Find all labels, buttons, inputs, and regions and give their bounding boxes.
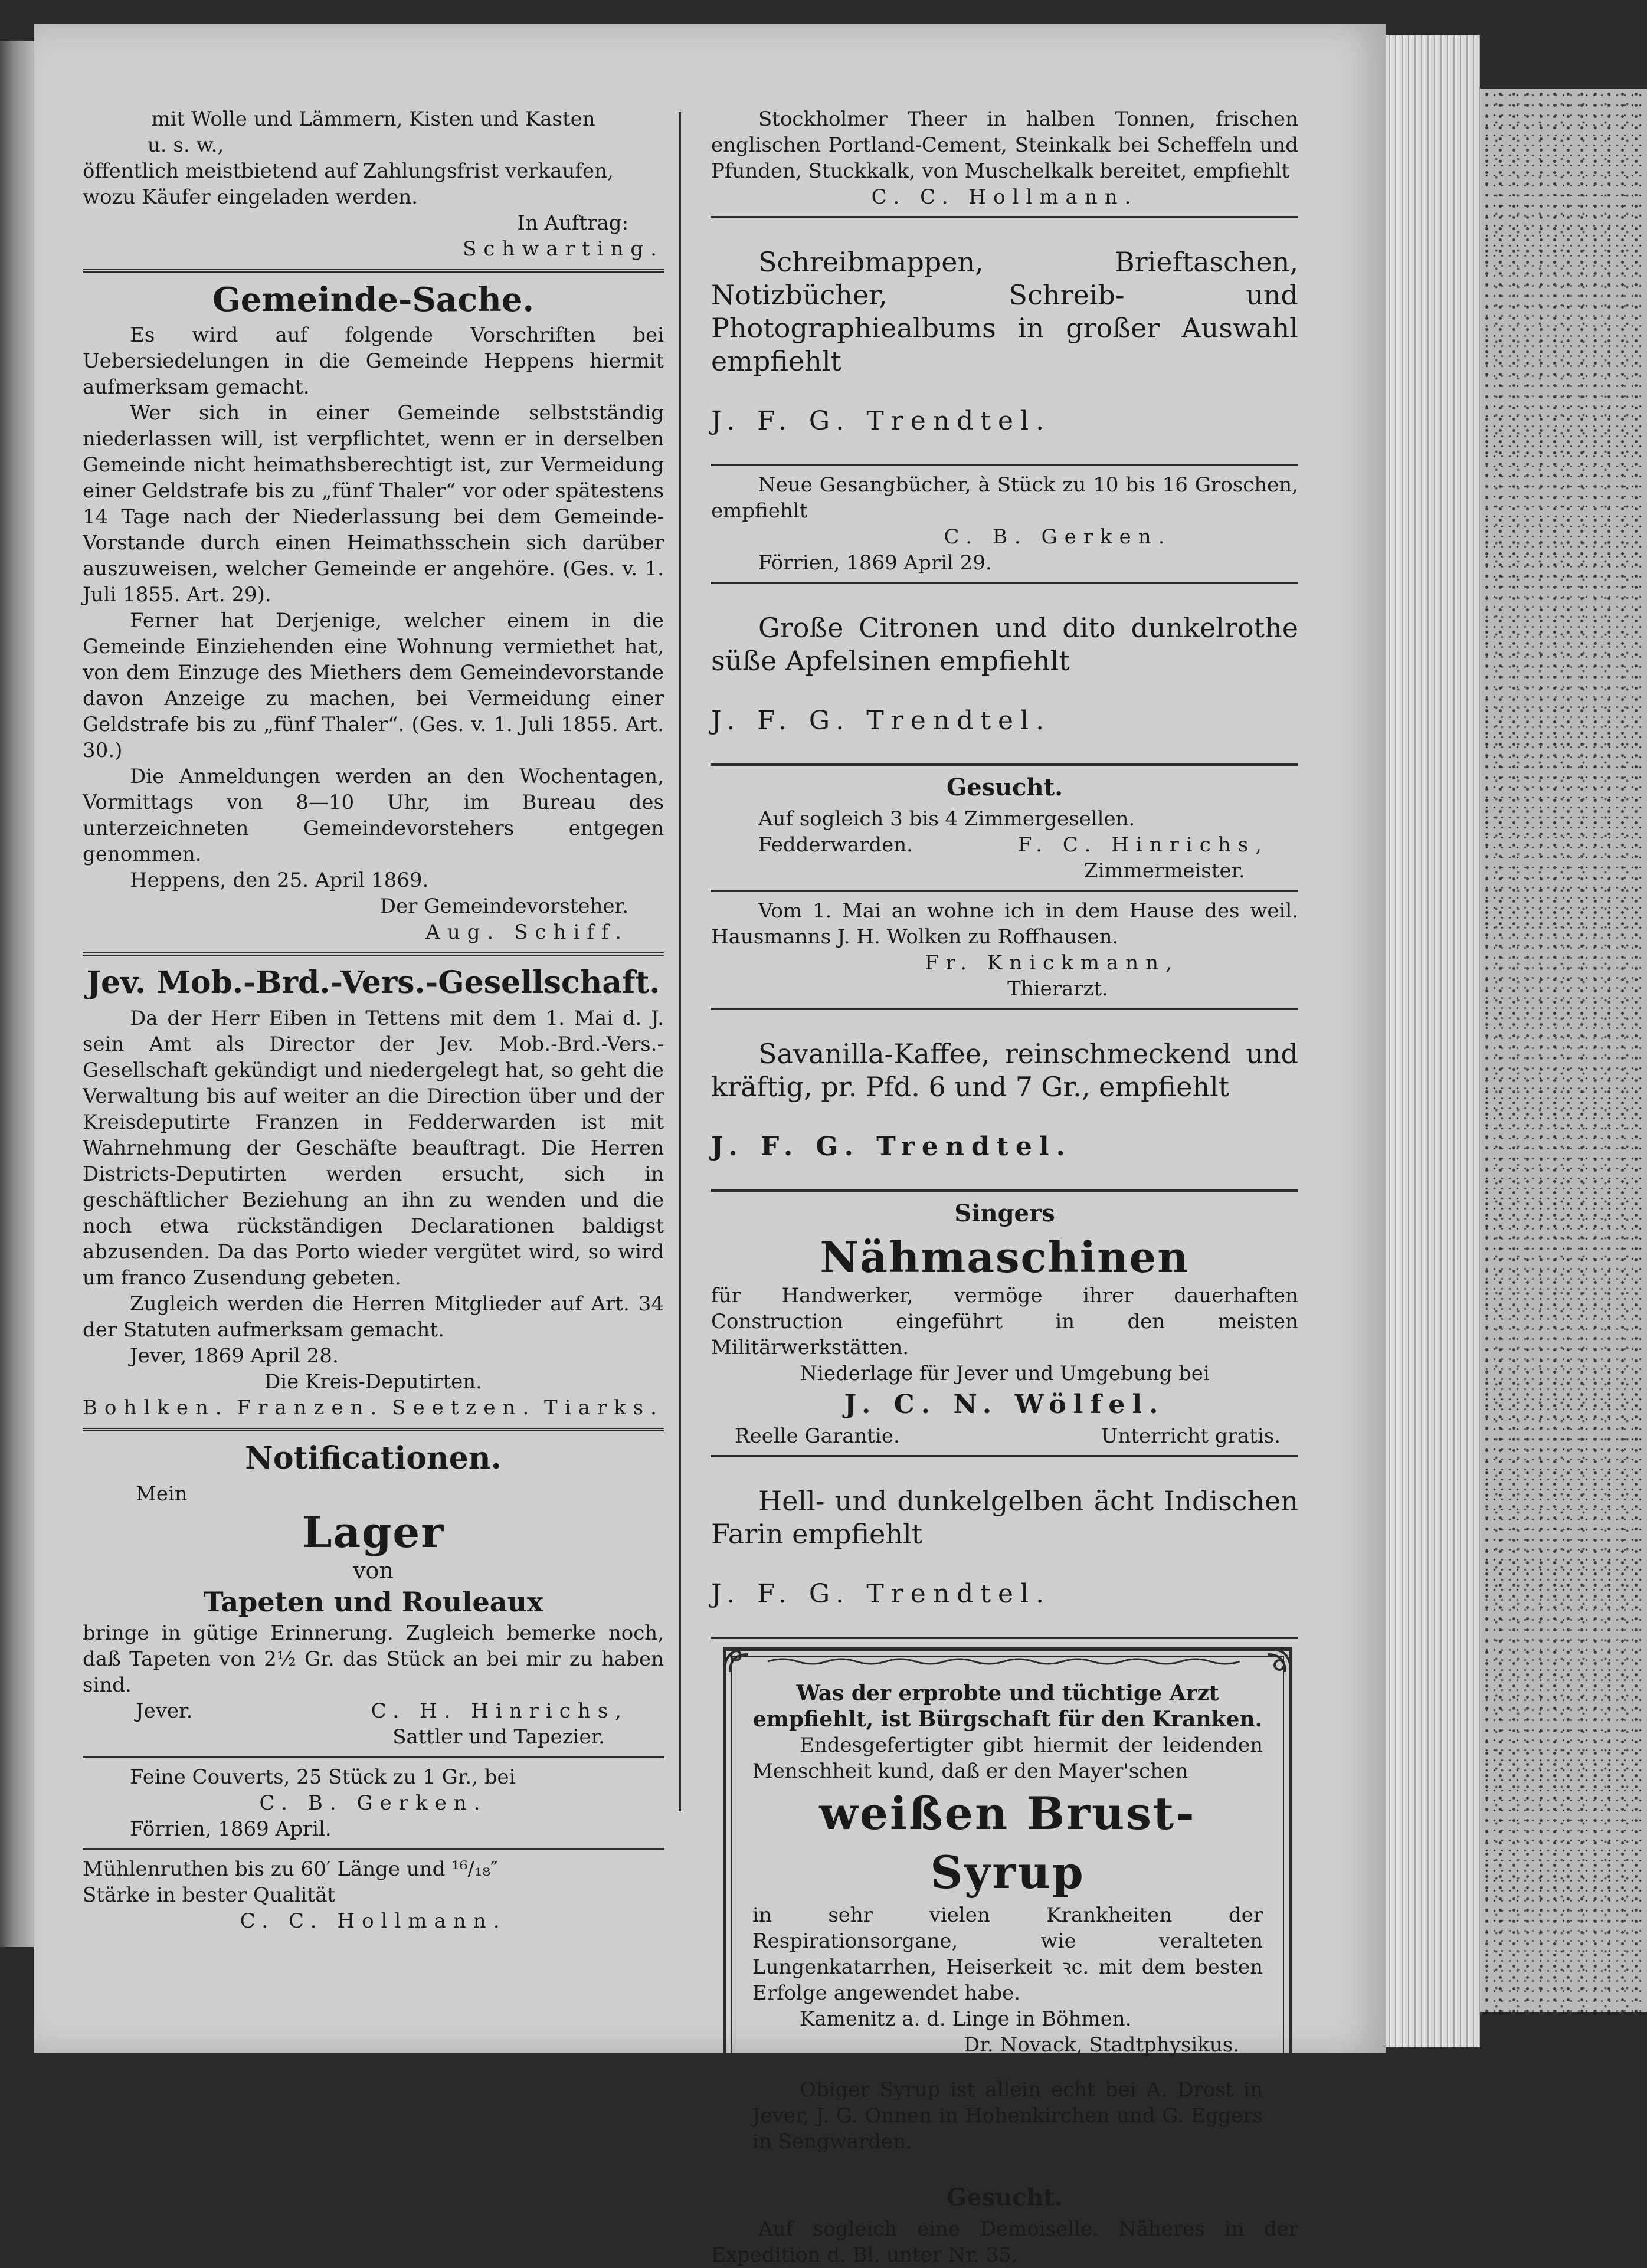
inner-rule [752, 2066, 1263, 2069]
ornament-border-bottom [768, 2157, 1240, 2167]
ad-title-large: Nähmaschinen [820, 1232, 1190, 1282]
place: Kamenitz a. d. Linge in Böhmen. [800, 2007, 1132, 2031]
paragraph: Hell- und dunkelgelben ächt Indischen Farin empfiehlt [711, 1485, 1298, 1550]
signer-title: Zimmermeister. [1083, 859, 1245, 883]
signer: J. F. G. Trendtel. [711, 406, 1052, 436]
section-rule [83, 1756, 664, 1758]
section-rule [83, 1428, 664, 1431]
signer: J. F. G. Trendtel. [711, 1579, 1052, 1609]
section-rule [83, 952, 664, 956]
text-line: Stärke in bester Qualität [83, 1883, 336, 1907]
brust-syrup-framed-ad [723, 1647, 1292, 2176]
section-rule [711, 216, 1298, 218]
signer: C. B. Gerken. [944, 525, 1172, 549]
corner-ornament-icon [718, 1643, 759, 1684]
ad-title-large: Lager [302, 1507, 445, 1557]
corner-ornament-icon [718, 2139, 759, 2181]
left-column [83, 106, 664, 1934]
gesucht-zimmergesellen [711, 772, 1298, 884]
signer: J. C. N. Wölfel. [844, 1389, 1165, 1420]
column-divider [679, 112, 681, 1811]
paragraph: Schreibmappen, Brieftaschen, Notizbücher, Schreib- und Photographiealbums in großer Auswahl empfiehlt [711, 246, 1298, 377]
place: Jever. [136, 1699, 193, 1723]
section-heading: Gemeinde-Sache. [212, 280, 534, 319]
gesucht-demoiselle [711, 2182, 1298, 2268]
signer-row [83, 1395, 664, 1421]
speckled-book-cover [1480, 89, 1647, 2012]
theer-ad [711, 106, 1298, 210]
signer: C. H. Hinrichs, [371, 1699, 628, 1723]
paragraph: Stockholmer Theer in halben Tonnen, frischen englischen Portland-Cement, Steinkalk bei Scheffeln und Pfunden, Stuckkalk, von Muschelkalk bereitet, empfiehlt [711, 107, 1298, 183]
section-rule [711, 890, 1298, 892]
signer: J. F. G. Trendtel. [711, 1132, 1072, 1162]
gemeinde-sache-notice [83, 280, 664, 945]
text-line: Mein [136, 1482, 188, 1506]
singers-naehmaschinen-ad [711, 1198, 1298, 1449]
paragraph: Große Citronen und dito dunkelrothe süße Apfelsinen empfiehlt [711, 612, 1298, 677]
ad-heading: Was der erprobte und tüchtige Arzt empfiehlt, ist Bürgschaft für den Kranken. [752, 1681, 1263, 1732]
paragraph: bringe in gütige Erinnerung. Zugleich bemerke noch, daß Tapeten von 2½ Gr. das Stück an bei mir zu haben sind. [83, 1621, 664, 1697]
section-rule [711, 582, 1298, 584]
signer-title: Thierarzt. [1007, 977, 1108, 1001]
section-rule [83, 1848, 664, 1850]
paragraph: Feine Couverts, 25 Stück zu 1 Gr., bei [130, 1765, 516, 1789]
text-line: öffentlich meistbietend auf Zahlungsfrist verkaufen, [83, 159, 614, 183]
section-heading: Notificationen. [245, 1440, 502, 1476]
text-line: u. s. w., [148, 133, 224, 157]
notificationen-section [83, 1438, 664, 1750]
facing-page-edge [0, 41, 34, 1947]
ornament-border-top [768, 1657, 1240, 1666]
signer-row [711, 832, 1298, 858]
section-heading: Gesucht. [946, 774, 1063, 801]
paragraph: Vom 1. Mai an wohne ich in dem Hause des weil. Hausmanns J. H. Wolken zu Roffhausen. [711, 899, 1298, 949]
signer: Bohlken. [83, 1396, 229, 1420]
schreibmappen-ad [711, 245, 1298, 438]
gesangbuecher-ad [711, 472, 1298, 576]
lesson-note: Unterricht gratis. [1101, 1424, 1281, 1448]
signer-row [83, 1698, 664, 1724]
paragraph: Auf sogleich eine Demoiselle. Näheres in der Expedition d. Bl. unter Nr. 35. [711, 2217, 1298, 2267]
section-rule [711, 763, 1298, 766]
text-line: Auf sogleich 3 bis 4 Zimmergesellen. [758, 807, 1135, 831]
section-rule [711, 1637, 1298, 1639]
signer: C. C. Hollmann. [871, 185, 1138, 209]
text-line: Niederlage für Jever und Umgebung bei [800, 1362, 1210, 1385]
signer-title: Der Gemeindevorsteher. [379, 894, 628, 918]
corner-ornament-icon [1256, 2139, 1297, 2181]
paragraph: Neue Gesangbücher, à Stück zu 10 bis 16 Groschen, empfiehlt [711, 473, 1298, 523]
dateline: Förrien, 1869 April. [130, 1817, 332, 1841]
farin-ad [711, 1484, 1298, 1611]
signer: J. F. G. Trendtel. [711, 706, 1052, 736]
text-line: Mühlenruthen bis zu 60′ Länge und ¹⁶/₁₈″ [83, 1857, 498, 1881]
versicherung-notice [83, 963, 664, 1421]
text-line: wozu Käufer eingeladen werden. [83, 185, 418, 209]
paragraph: Es wird auf folgende Vorschriften bei Uebersiedelungen in die Gemeinde Heppens hiermit aufmerksam gemacht. [83, 323, 664, 399]
wohnung-notice [711, 898, 1298, 1002]
dateline: Heppens, den 25. April 1869. [130, 868, 429, 892]
corner-ornament-icon [1256, 1643, 1297, 1684]
notes-row [711, 1423, 1298, 1449]
paragraph: für Handwerker, vermöge ihrer dauerhaften Construction eingeführt in den meisten Militärwerkstätten. [711, 1284, 1298, 1359]
section-rule [83, 269, 664, 273]
muehlenruthen-ad [83, 1856, 664, 1934]
kaffee-ad [711, 1037, 1298, 1164]
section-rule [711, 1189, 1298, 1192]
signer: Tiarks. [544, 1396, 664, 1420]
place: Fedderwarden. [758, 833, 913, 857]
text-line: von [353, 1558, 394, 1584]
signer: Franzen. [237, 1396, 384, 1420]
paragraph: Wer sich in einer Gemeinde selbstständig niederlassen will, ist verpflichtet, wenn er in derselben Gemeinde nicht heimathsberechtigt ist, zur Vermeidung einer Geldstrafe bis zu „fünf Thaler“ vor oder spätestens 14 Tage nach der Niederlassung bei dem Gemeinde-Vorstande durch einen Heimathsschein sich darüber auszuweisen, welcher Gemeinde er angehöre. (Ges. v. 1. Juli 1855. Art. 29). [83, 401, 664, 607]
signer: Seetzen. [392, 1396, 536, 1420]
couverts-ad [83, 1764, 664, 1842]
signer: Schwarting. [463, 237, 664, 261]
paragraph: Da der Herr Eiben in Tettens mit dem 1. Mai d. J. sein Amt als Director der Jev. Mob.-Brd.-Vers.-Gesellschaft gekündigt und niedergelegt hat, so geht die Verwaltung bis auf weiter an die Direction über und der Kreisdeputirte Franzen in Fedderwarden ist mit Wahrnehmung der Geschäfte beauftragt. Die Herren Districts-Deputirten werden ersucht, sich in geschäftlicher Beziehung an ihn zu wenden und die noch etwa rückständigen Declarationen baldigst abzusenden. Da das Porto wieder vergütet wird, so wird um franco Zusendung gebeten. [83, 1007, 664, 1290]
paragraph: in sehr vielen Krankheiten der Respirationsorgane, wie veralteten Lungenkatarrhen, Heiserkeit ꝛc. mit dem besten Erfolge angewendet habe. [752, 1903, 1263, 2005]
signer: C. B. Gerken. [259, 1791, 487, 1815]
paragraph: Die Anmeldungen werden an den Wochentagen, Vormittags von 8—10 Uhr, im Bureau des unterzeichneten Gemeindevorstehers entgegen genommen. [83, 765, 664, 866]
signer: F. C. Hinrichs, [1017, 833, 1269, 857]
signer: Aug. Schiff. [425, 920, 628, 944]
section-heading: Gesucht. [946, 2184, 1063, 2211]
paragraph: Savanilla-Kaffee, reinschmeckend und kräftig, pr. Pfd. 6 und 7 Gr., empfiehlt [711, 1038, 1298, 1103]
citronen-ad [711, 611, 1298, 738]
signer: C. C. Hollmann. [240, 1909, 507, 1933]
signer: Fr. Knickmann, [925, 951, 1179, 975]
ad-title-large: weißen Brust-Syrup [819, 1787, 1196, 1899]
guarantee-note: Reelle Garantie. [735, 1424, 900, 1448]
text-line: mit Wolle und Lämmern, Kisten und Kasten [151, 107, 595, 131]
paragraph: Zugleich werden die Herren Mitglieder auf Art. 34 der Statuten aufmerksam gemacht. [83, 1292, 664, 1342]
paragraph: Obiger Syrup ist allein echt bei A. Drost in Jever, J. G. Onnen in Hohenkirchen und G. Eggers in Sengwarden. [752, 2078, 1263, 2154]
section-rule [711, 464, 1298, 466]
paragraph: Endesgefertigter gibt hiermit der leidenden Menschheit kund, daß er den Mayer'schen [752, 1733, 1263, 1783]
signer-title: Sattler und Tapezier. [392, 1725, 605, 1749]
dateline: Förrien, 1869 April 29. [758, 551, 992, 575]
page-stack-edge [1386, 35, 1480, 2047]
im-auftrag: In Auftrag: [517, 211, 628, 235]
dateline: Jever, 1869 April 28. [130, 1344, 339, 1368]
signer: Dr. Novack, Stadtphysikus. [964, 2033, 1239, 2057]
ad-heading: Singers [954, 1199, 1055, 1227]
section-rule [711, 1008, 1298, 1010]
signer-title: Die Kreis-Deputirten. [264, 1370, 482, 1394]
paragraph: Ferner hat Derjenige, welcher einem in die Gemeinde Einziehenden eine Wohnung vermiethet hat, von dem Einzuge des Miethers dem Gemeindevorstande davon Anzeige zu machen, bei Vermeidung einer Geldstrafe bis zu „fünf Thaler“. (Ges. v. 1. Juli 1855. Art. 30.) [83, 609, 664, 762]
ad-subtitle: Tapeten und Rouleaux [203, 1586, 543, 1618]
right-column [711, 106, 1298, 2268]
section-heading: Jev. Mob.-Brd.-Vers.-Gesellschaft. [86, 965, 660, 1001]
section-rule [711, 1455, 1298, 1457]
